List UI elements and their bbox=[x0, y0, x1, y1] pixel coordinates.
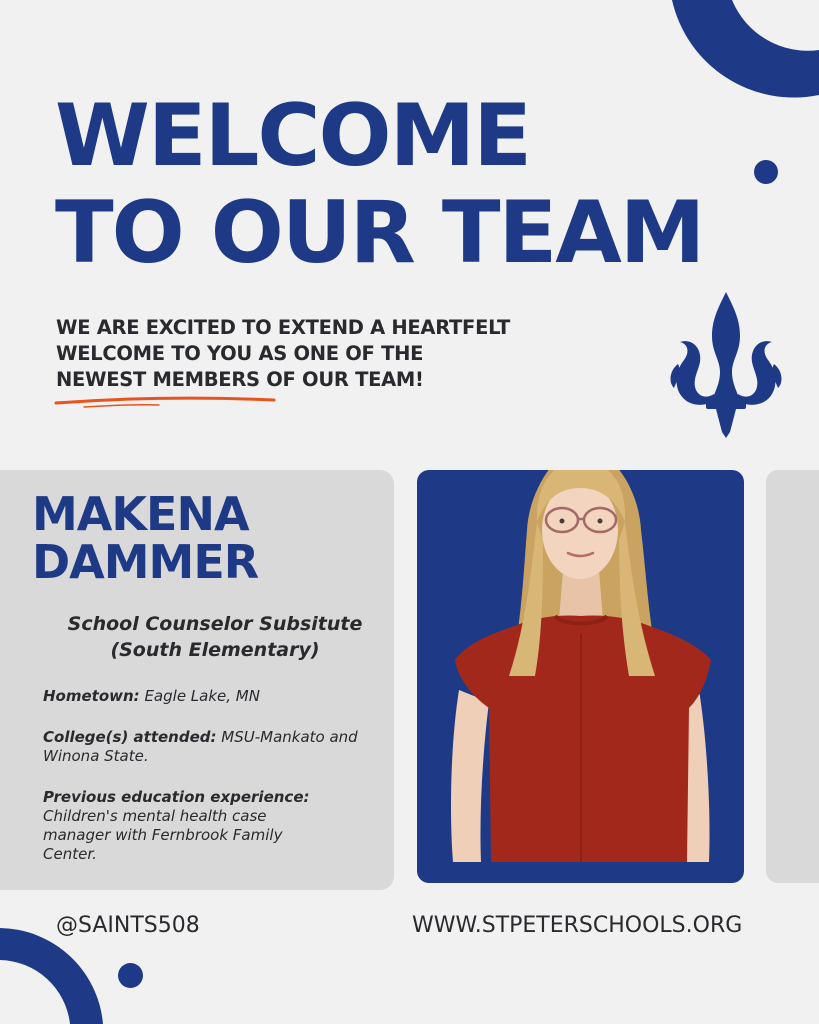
college-info bbox=[43, 728, 373, 766]
last-name: DAMMER bbox=[32, 535, 259, 589]
title-line-2: TO OUR TEAM bbox=[55, 183, 704, 283]
page-title bbox=[55, 88, 703, 282]
hometown-label: Hometown: bbox=[43, 687, 140, 705]
staff-name bbox=[32, 487, 259, 589]
welcome-line-1: WE ARE EXCITED TO EXTEND A HEARTFELT bbox=[56, 316, 510, 339]
fleur-de-lis-icon bbox=[668, 290, 784, 440]
experience-value: Children's mental health case manager with Fernbrook Family Center. bbox=[43, 807, 283, 863]
profile-card bbox=[0, 470, 394, 890]
underline-brush-stroke bbox=[54, 394, 276, 410]
job-title-line-1: School Counselor Subsitute bbox=[67, 613, 363, 635]
welcome-line-2: WELCOME TO YOU AS ONE OF THE bbox=[56, 342, 424, 365]
first-name: MAKENA bbox=[32, 487, 249, 541]
staff-photo bbox=[417, 470, 744, 883]
job-title bbox=[20, 611, 410, 663]
social-handle: @SAINTS508 bbox=[56, 913, 200, 938]
portrait-illustration bbox=[417, 470, 744, 883]
hometown-info bbox=[43, 687, 383, 706]
college-label: College(s) attended: bbox=[43, 728, 217, 746]
welcome-line-3: NEWEST MEMBERS OF OUR TEAM! bbox=[56, 368, 424, 391]
title-line-1: WELCOME bbox=[55, 86, 530, 186]
bottom-left-dot bbox=[118, 963, 143, 988]
college-value: MSU-Mankato and Winona State. bbox=[43, 728, 358, 765]
welcome-message bbox=[56, 315, 616, 393]
side-panel bbox=[766, 470, 819, 883]
hometown-value: Eagle Lake, MN bbox=[139, 687, 260, 705]
experience-label: Previous education experience: bbox=[43, 788, 310, 806]
website-link[interactable]: WWW.STPETERSCHOOLS.ORG bbox=[412, 913, 743, 938]
job-title-line-2: (South Elementary) bbox=[110, 639, 320, 661]
experience-info bbox=[43, 788, 383, 864]
top-right-dot bbox=[754, 160, 778, 184]
